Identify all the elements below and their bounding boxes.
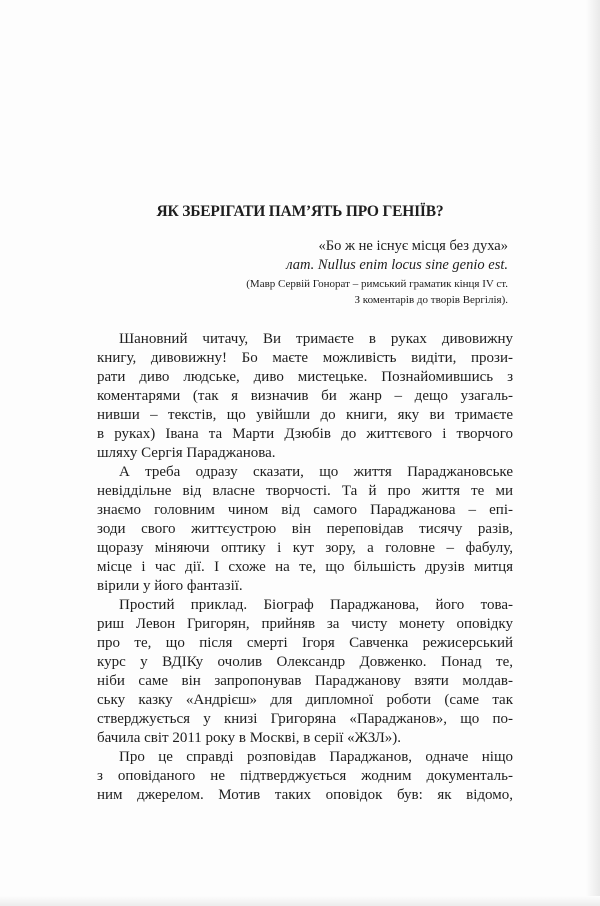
text-line: невіддільне від власне творчості. Та й про життя те ми bbox=[97, 483, 513, 499]
text-line: коментарями (так я визначив би жанр – дещо узагаль- bbox=[97, 388, 513, 404]
text-line: місце і час дії. І схоже на те, що більшість друзів митця bbox=[97, 559, 513, 575]
text-line: Про це справді розповідав Параджанов, одначе ніщо bbox=[119, 749, 513, 765]
epigraph-attribution: (Мавр Сервій Гонорат – римський граматик кінця IV ст. bbox=[246, 278, 508, 290]
paragraph bbox=[97, 748, 513, 805]
text-line: стверджується у книзі Григоряна «Параджанов», що по- bbox=[97, 711, 513, 727]
text-line: Простий приклад. Біограф Параджанова, його това- bbox=[119, 597, 513, 613]
text-line: вірили у його фантазії. bbox=[97, 578, 243, 594]
text-line: з оповіданого не підтверджується жодним документаль- bbox=[97, 768, 513, 784]
text-line: нивши – текстів, що увійшли до книги, яку ви тримаєте bbox=[97, 407, 513, 423]
epigraph-quote: «Бо ж не існує місця без духа» bbox=[318, 238, 508, 254]
epigraph-latin: лат. Nullus enim locus sine genio est. bbox=[286, 257, 508, 273]
text-line: книгу, дивовижну! Бо маєте можливість видіти, прози- bbox=[97, 350, 513, 366]
text-line: рати диво людське, диво мистецьке. Познайомившись з bbox=[97, 369, 513, 385]
text-line: зоди свого життєустрою він переповідав тисячу разів, bbox=[97, 521, 513, 537]
text-line: про те, що після смерті Ігоря Савченка режисерський bbox=[97, 635, 513, 651]
text-line: Шановний читачу, Ви тримаєте в руках дивовижну bbox=[119, 331, 513, 347]
text-line: курс у ВДІКу очолив Олександр Довженко. Понад те, bbox=[97, 654, 513, 670]
text-line: ську казку «Андрієш» для дипломної роботи (саме так bbox=[97, 692, 513, 708]
paragraph bbox=[97, 463, 513, 596]
text-line: в руках) Івана та Марти Дзюбів до життєвого і творчого bbox=[97, 426, 513, 442]
paragraph bbox=[97, 330, 513, 463]
body-text bbox=[97, 330, 513, 805]
text-line: ним джерелом. Мотив таких оповідок був: як відомо, bbox=[97, 787, 513, 803]
epigraph-source: З коментарів до творів Вергілія). bbox=[354, 294, 508, 306]
text-line: ніби саме він запропонував Параджанову взяти молдав- bbox=[97, 673, 513, 689]
text-line: шляху Сергія Параджанова. bbox=[97, 445, 276, 461]
text-line: риш Левон Григорян, прийняв за чисту монету оповідку bbox=[97, 616, 513, 632]
text-line: щоразу міняючи оптику і кут зору, а головне – фабулу, bbox=[97, 540, 513, 556]
text-line: знаємо головним чином від самого Параджанова – епі- bbox=[97, 502, 513, 518]
paragraph bbox=[97, 596, 513, 748]
page-bottom-shadow bbox=[0, 896, 600, 906]
text-line: бачила світ 2011 року в Москві, в серії «ЖЗЛ»). bbox=[97, 730, 402, 746]
text-line: А треба одразу сказати, що життя Параджановське bbox=[119, 464, 513, 480]
chapter-title: ЯК ЗБЕРІГАТИ ПАМ’ЯТЬ ПРО ГЕНІЇВ? bbox=[156, 203, 444, 220]
page-edge-shadow bbox=[586, 0, 600, 906]
